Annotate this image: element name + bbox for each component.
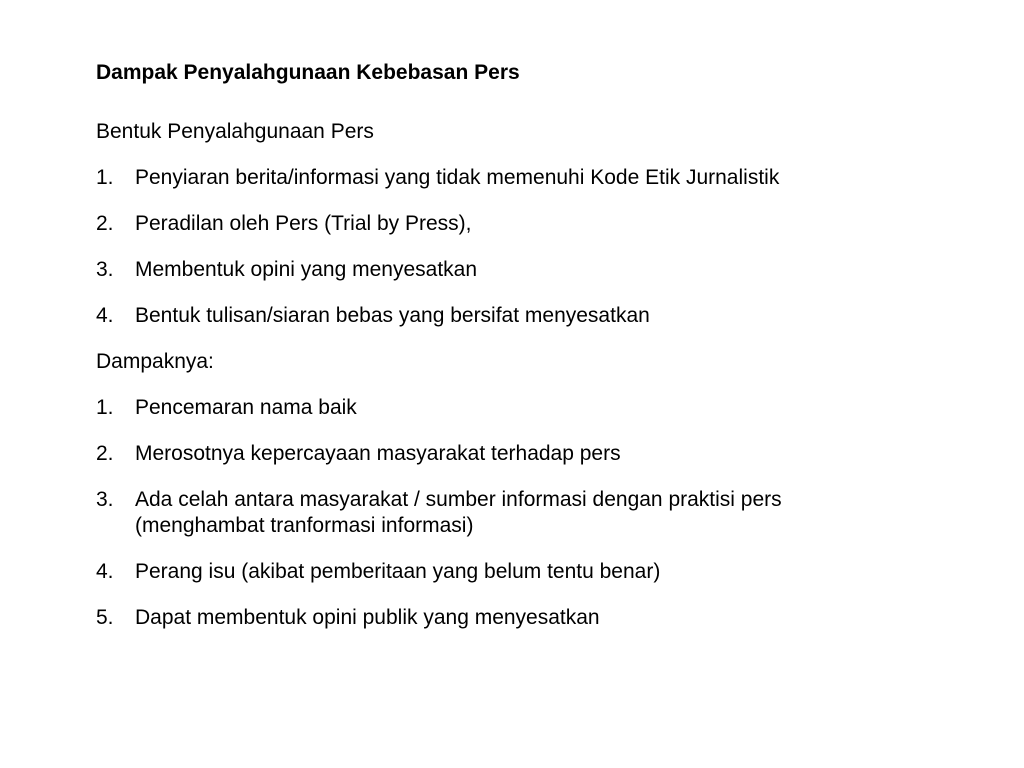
list-item-text: Membentuk opini yang menyesatkan — [135, 258, 478, 281]
list-dampak — [96, 395, 816, 631]
list-item-number: 4. — [96, 560, 114, 583]
slide-content — [96, 119, 816, 651]
list-item-number: 2. — [96, 212, 114, 235]
list-item — [96, 395, 816, 421]
section-heading-dampak: Dampaknya: — [96, 350, 214, 373]
list-item-text: Peradilan oleh Pers (Trial by Press), — [135, 212, 472, 235]
list-item-number: 1. — [96, 166, 114, 189]
list-item — [96, 211, 816, 237]
list-item-number: 3. — [96, 258, 114, 281]
list-item-text: Bentuk tulisan/siaran bebas yang bersifat menyesatkan — [135, 304, 650, 327]
list-item-number: 3. — [96, 488, 114, 511]
list-item-text: Pencemaran nama baik — [135, 396, 357, 419]
list-item — [96, 487, 816, 539]
list-bentuk-penyalahgunaan — [96, 165, 816, 329]
list-item — [96, 165, 816, 191]
list-item-text: Perang isu (akibat pemberitaan yang belum tentu benar) — [135, 560, 661, 583]
list-item-text: Merosotnya kepercayaan masyarakat terhadap pers — [135, 442, 621, 465]
list-item-number: 4. — [96, 304, 114, 327]
section-heading-bentuk: Bentuk Penyalahgunaan Pers — [96, 120, 374, 143]
list-item — [96, 303, 816, 329]
list-item-number: 5. — [96, 606, 114, 629]
list-item — [96, 257, 816, 283]
list-item — [96, 559, 816, 585]
list-item — [96, 605, 816, 631]
slide-title: Dampak Penyalahgunaan Kebebasan Pers — [96, 61, 520, 84]
list-item-number: 2. — [96, 442, 114, 465]
list-item-number: 1. — [96, 396, 114, 419]
list-item-text: Penyiaran berita/informasi yang tidak memenuhi Kode Etik Jurnalistik — [135, 166, 780, 189]
list-item-text: Ada celah antara masyarakat / sumber informasi dengan praktisi pers (menghambat tranformasi informasi) — [135, 488, 782, 537]
list-item — [96, 441, 816, 467]
list-item-text: Dapat membentuk opini publik yang menyesatkan — [135, 606, 600, 629]
